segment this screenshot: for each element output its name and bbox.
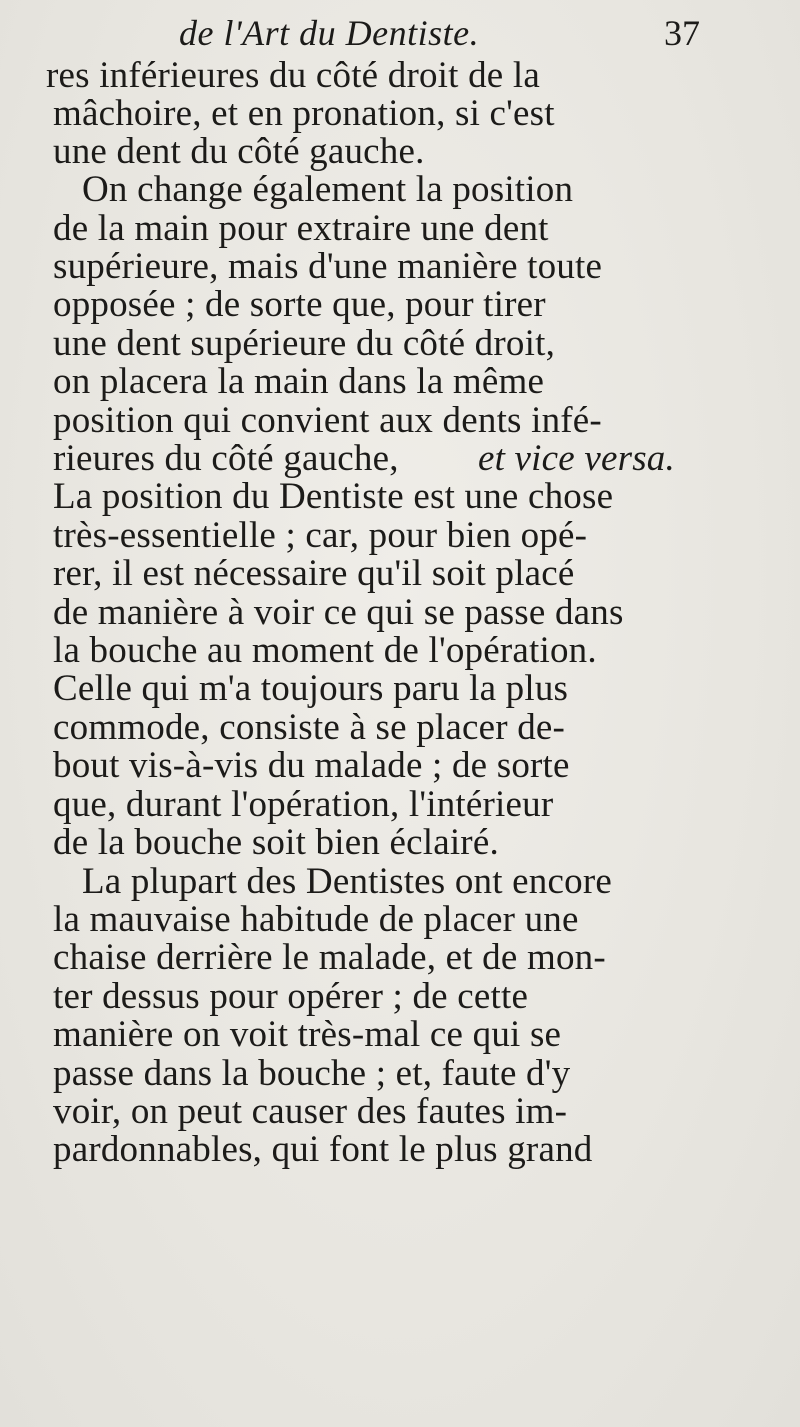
text-line: de manière à voir ce qui se passe dans: [53, 592, 624, 633]
text-line: ter dessus pour opérer ; de cette: [53, 976, 529, 1017]
text-line: de la bouche soit bien éclairé.: [53, 822, 499, 863]
text-line: supérieure, mais d'une manière toute: [53, 246, 603, 287]
running-title: de l'Art du Dentiste.: [179, 13, 480, 53]
page-number: 37: [664, 13, 700, 53]
text-line: Celle qui m'a toujours paru la plus: [53, 668, 569, 709]
text-line: On change également la position: [82, 169, 574, 210]
text-line: que, durant l'opération, l'intérieur: [53, 784, 554, 825]
text-line: mâchoire, et en pronation, si c'est: [53, 93, 555, 134]
text-line: rer, il est nécessaire qu'il soit placé: [53, 553, 575, 594]
text-line-italic: et vice versa.: [478, 438, 675, 479]
text-line: une dent supérieure du côté droit,: [53, 323, 556, 364]
text-line: voir, on peut causer des fautes im-: [53, 1091, 568, 1132]
text-line: opposée ; de sorte que, pour tirer: [53, 284, 546, 325]
text-line: la bouche au moment de l'opération.: [53, 630, 597, 671]
text-line: La position du Dentiste est une chose: [53, 476, 614, 517]
text-line: la mauvaise habitude de placer une: [53, 899, 579, 940]
text-line: position qui convient aux dents infé-: [53, 400, 602, 441]
text-line: pardonnables, qui font le plus grand: [53, 1129, 593, 1170]
text-line: très-essentielle ; car, pour bien opé-: [53, 515, 588, 556]
text-line: commode, consiste à se placer de-: [53, 707, 566, 748]
text-line: une dent du côté gauche.: [53, 131, 425, 172]
text-line: La plupart des Dentistes ont encore: [82, 861, 612, 902]
text-line: on placera la main dans la même: [53, 361, 545, 402]
text-line: bout vis-à-vis du malade ; de sorte: [53, 745, 570, 786]
text-line: manière on voit très-mal ce qui se: [53, 1014, 562, 1055]
text-line: res inférieures du côté droit de la: [46, 55, 540, 96]
text-line: passe dans la bouche ; et, faute d'y: [53, 1053, 571, 1094]
text-line: rieures du côté gauche,: [53, 438, 399, 479]
text-line: de la main pour extraire une dent: [53, 208, 549, 249]
text-line: chaise derrière le malade, et de mon-: [53, 937, 606, 978]
